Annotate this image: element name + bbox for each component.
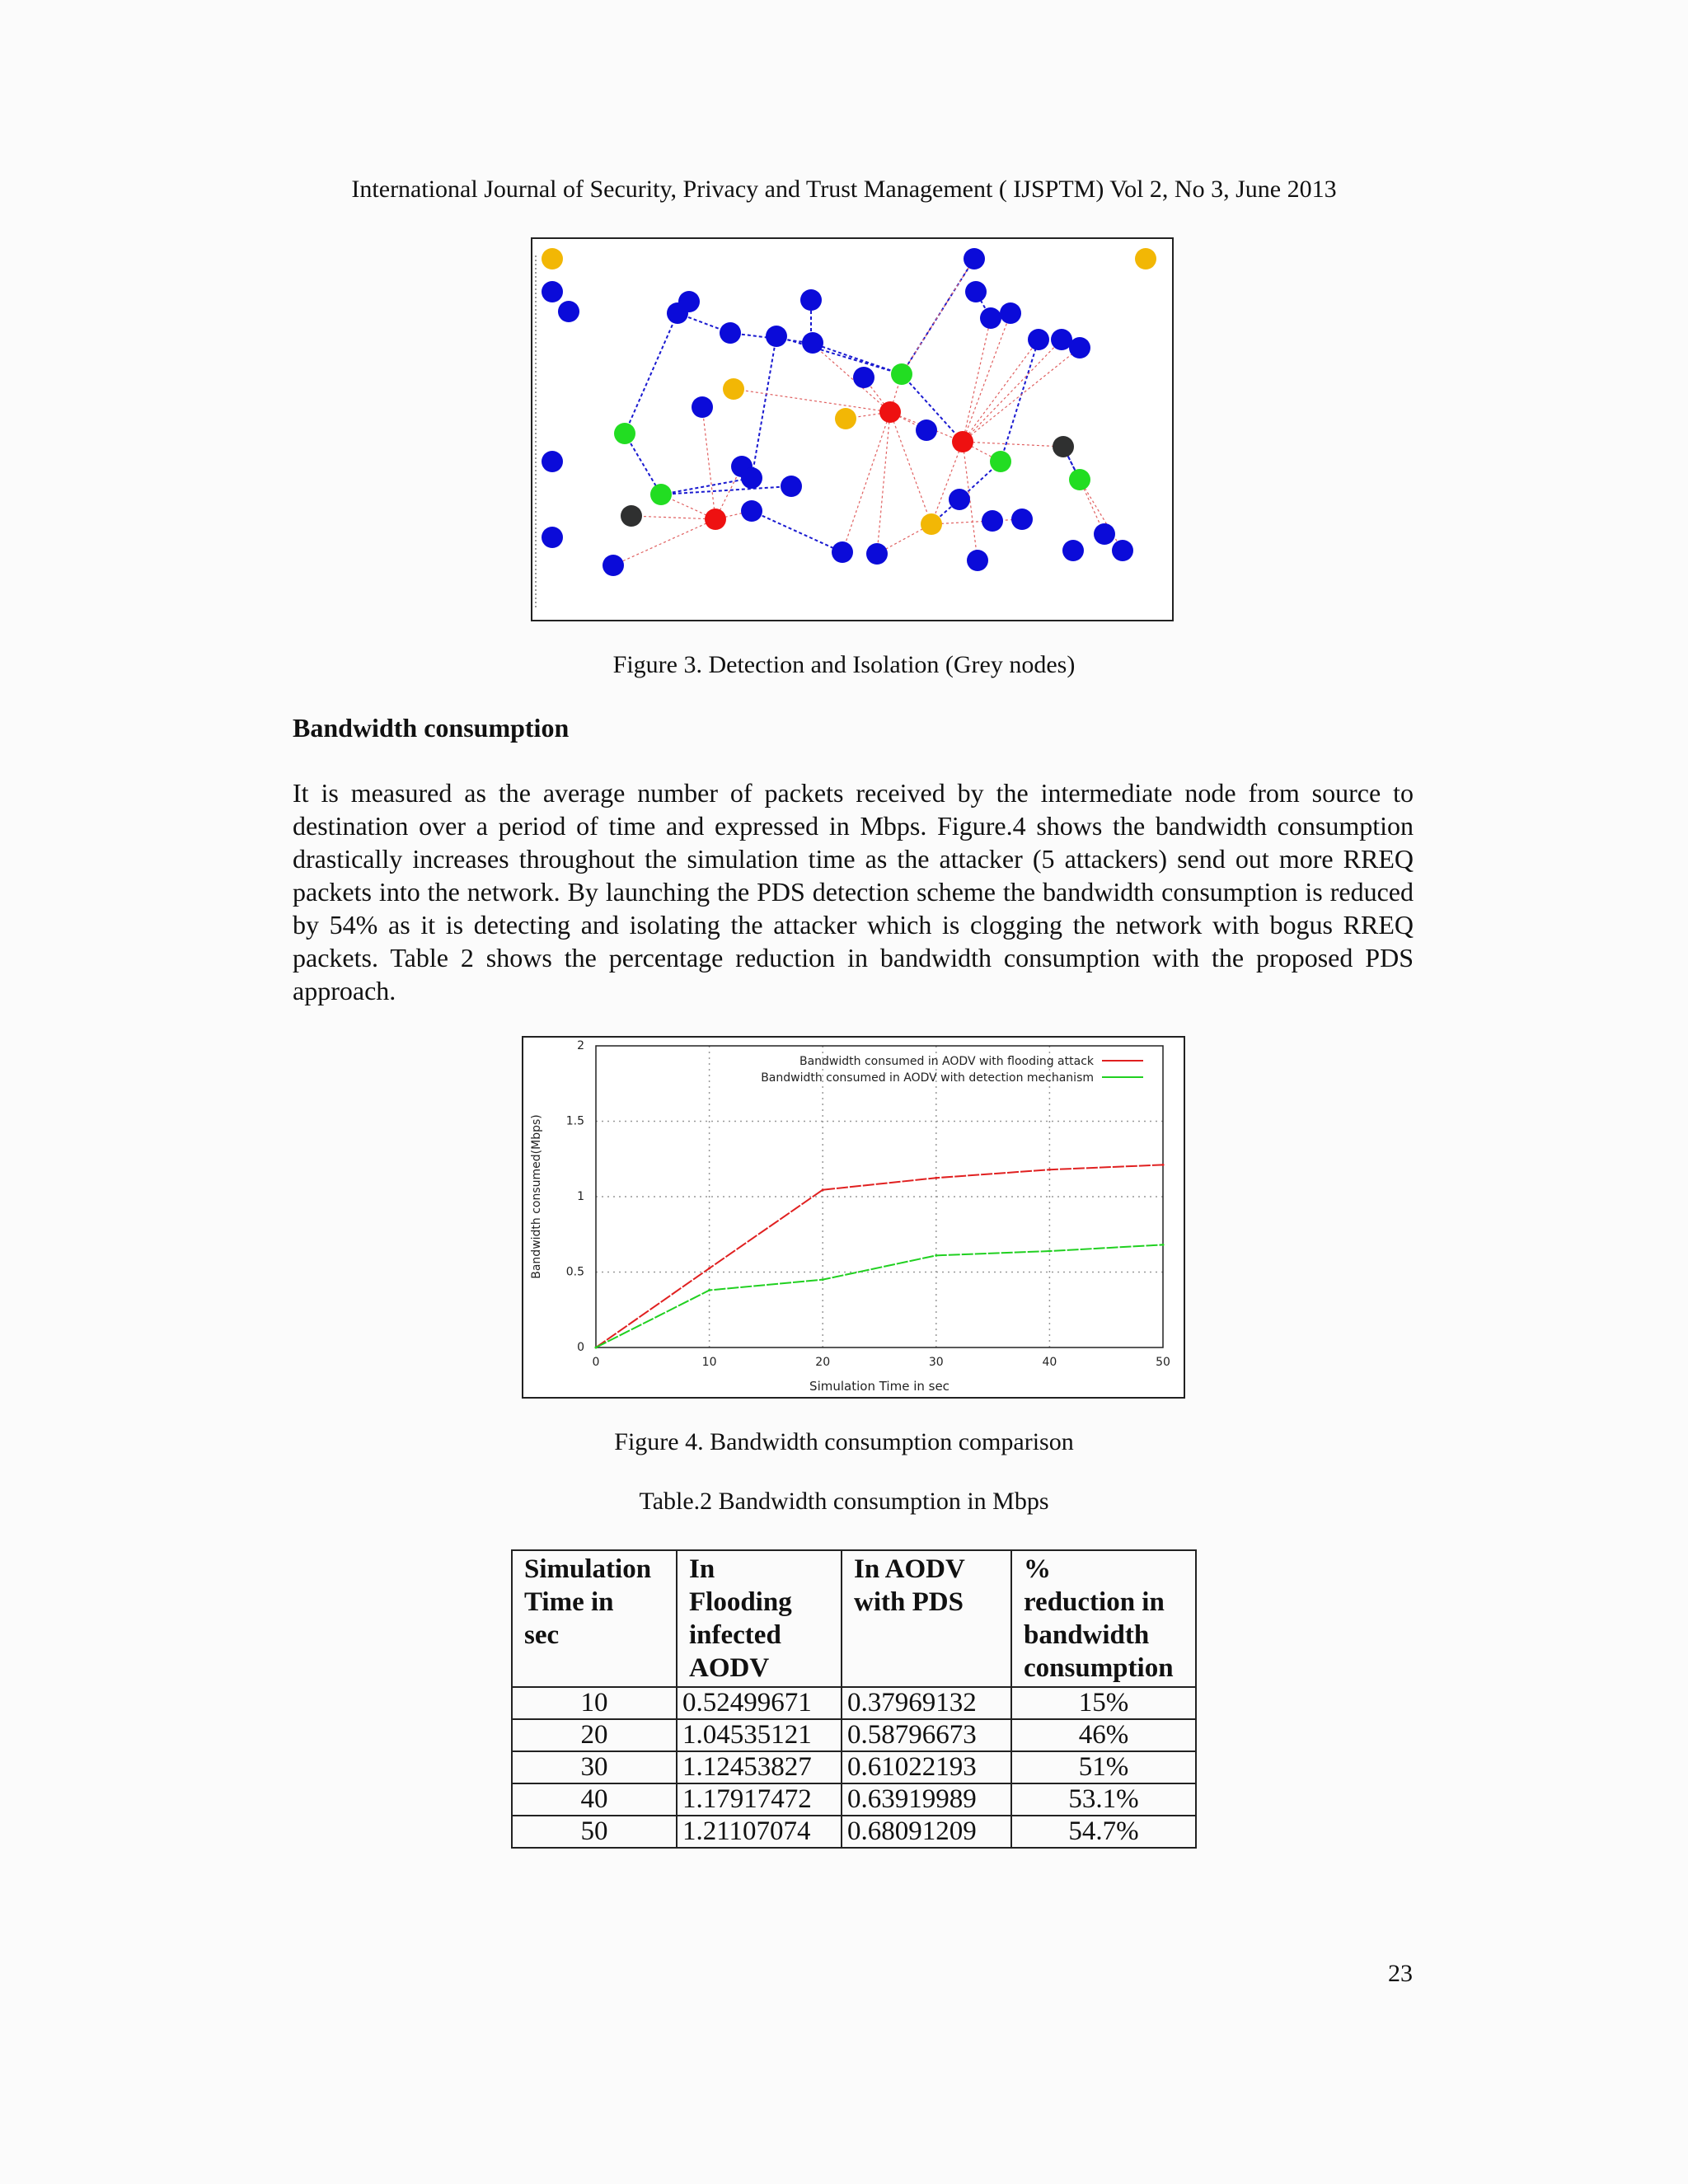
network-node — [1094, 523, 1115, 545]
network-node — [1062, 540, 1084, 561]
network-node — [980, 307, 1001, 329]
network-node — [949, 489, 970, 510]
table-cell: 0.52499671 — [677, 1687, 842, 1719]
x-tick-label: 10 — [701, 1356, 717, 1369]
section-heading: Bandwidth consumption — [293, 713, 570, 743]
x-tick-label: 20 — [815, 1356, 831, 1369]
header-line: Time in — [524, 1587, 614, 1617]
bandwidth-chart-svg — [523, 1038, 1184, 1397]
link-red — [931, 442, 963, 524]
table-row — [512, 1783, 1196, 1816]
network-graph-svg — [532, 239, 1172, 620]
network-node — [967, 550, 988, 571]
table-row — [512, 1751, 1196, 1783]
header-line: Flooding — [689, 1587, 792, 1617]
header-line: AODV — [689, 1653, 770, 1683]
link-red — [931, 519, 1022, 524]
header-line: In — [689, 1554, 715, 1584]
data-point — [1048, 1169, 1051, 1171]
series-line-1 — [596, 1244, 1163, 1347]
figure-3-caption: Figure 3. Detection and Isolation (Grey nodes) — [612, 651, 1076, 678]
y-tick-label: 2 — [577, 1039, 584, 1052]
header-line: reduction in — [1024, 1587, 1165, 1617]
network-node — [1135, 248, 1156, 269]
data-point — [1048, 1250, 1051, 1253]
data-point — [935, 1177, 937, 1179]
network-node — [720, 322, 741, 344]
x-tick-label: 40 — [1042, 1356, 1057, 1369]
y-tick-label: 1 — [577, 1190, 584, 1203]
header-line: sec — [524, 1620, 560, 1650]
link-red — [902, 259, 974, 374]
table-cell: 0.37969132 — [842, 1687, 1011, 1719]
data-point — [708, 1289, 710, 1291]
link-blue — [661, 478, 752, 494]
network-node — [1028, 329, 1049, 350]
table-cell: 10 — [512, 1687, 677, 1719]
network-node — [964, 248, 985, 269]
table-cell: 53.1% — [1011, 1783, 1196, 1816]
header-line: In AODV — [854, 1554, 965, 1584]
x-tick-label: 30 — [928, 1356, 944, 1369]
link-red — [734, 389, 890, 412]
network-node — [741, 467, 762, 489]
table-header-cell — [677, 1550, 842, 1687]
table-cell: 1.12453827 — [677, 1751, 842, 1783]
table-cell: 1.21107074 — [677, 1816, 842, 1848]
y-tick-label: 1.5 — [565, 1114, 584, 1128]
header-line: infected — [689, 1620, 781, 1650]
figure-4-chart — [522, 1036, 1185, 1399]
link-red — [631, 516, 715, 519]
network-node — [965, 281, 987, 302]
link-blue — [776, 336, 902, 374]
data-point — [595, 1347, 598, 1349]
table-cell: 30 — [512, 1751, 677, 1783]
y-tick-label: 0 — [577, 1341, 584, 1354]
network-node — [603, 555, 624, 576]
table-cell: 51% — [1011, 1751, 1196, 1783]
network-node — [800, 289, 822, 311]
network-node — [542, 451, 563, 472]
x-tick-label: 50 — [1156, 1356, 1170, 1369]
table-caption: Table.2 Bandwidth consumption in Mbps — [639, 1488, 1049, 1515]
table-header-cell — [1011, 1550, 1196, 1687]
network-node — [802, 332, 823, 354]
table-cell: 54.7% — [1011, 1816, 1196, 1848]
network-node — [990, 451, 1011, 472]
table-row — [512, 1687, 1196, 1719]
x-tick-label: 0 — [592, 1356, 600, 1369]
data-point — [708, 1267, 710, 1269]
link-blue — [625, 313, 678, 434]
network-node — [621, 505, 642, 527]
link-red — [811, 343, 890, 412]
network-node — [1069, 469, 1090, 490]
link-red — [877, 412, 890, 554]
x-axis-label: Simulation Time in sec — [809, 1379, 950, 1394]
network-node — [1000, 302, 1021, 324]
network-node — [741, 500, 762, 522]
network-node — [982, 510, 1003, 532]
link-blue — [752, 336, 776, 478]
network-node — [853, 367, 874, 388]
header-line: with PDS — [854, 1587, 964, 1617]
network-node — [614, 423, 635, 444]
link-blue — [1001, 340, 1039, 462]
legend-label: Bandwidth consumed in AODV with detection mechanism — [761, 1071, 1094, 1085]
table-header-cell — [842, 1550, 1011, 1687]
link-red — [702, 407, 715, 519]
network-node — [542, 281, 563, 302]
data-point — [1162, 1244, 1165, 1246]
table-cell: 15% — [1011, 1687, 1196, 1719]
network-node — [705, 509, 726, 530]
network-node — [832, 541, 853, 563]
body-paragraph: It is measured as the average number of packets received by the intermediate node from source to destination over a period of time and expressed in Mbps. Figure.4 shows the bandwidth consumption drastically increases throughout the simulation time as the attacker (5 attackers) send out more RREQ packets into the network. By launching the PDS detection scheme the bandwidth consumption is reduced by 54% as it is detecting and isolating the attacker which is clogging the network with bogus RREQ packets. Table 2 shows the percentage reduction in bandwidth consumption with the proposed PDS approach. — [293, 778, 1414, 1005]
data-point — [822, 1278, 824, 1281]
table-cell: 1.04535121 — [677, 1719, 842, 1751]
table-cell: 50 — [512, 1816, 677, 1848]
network-node — [866, 543, 888, 565]
table-cell: 0.68091209 — [842, 1816, 1011, 1848]
header-line: Simulation — [524, 1554, 652, 1584]
network-node — [835, 408, 856, 429]
network-node — [1112, 540, 1133, 561]
figure-4-caption: Figure 4. Bandwidth consumption comparison — [614, 1428, 1074, 1455]
table-row — [512, 1816, 1196, 1848]
network-node — [692, 396, 713, 418]
network-node — [879, 401, 901, 423]
y-tick-label: 0.5 — [565, 1265, 584, 1279]
network-node — [558, 301, 579, 322]
link-red — [963, 442, 1063, 447]
network-node — [650, 484, 672, 505]
network-node — [891, 363, 912, 385]
y-axis-label: Bandwidth consumed(Mbps) — [530, 1114, 543, 1279]
link-red — [842, 412, 890, 552]
table-row — [512, 1719, 1196, 1751]
network-node — [916, 419, 937, 441]
data-point — [822, 1188, 824, 1191]
data-point — [935, 1254, 937, 1257]
network-node — [542, 527, 563, 548]
table-cell: 46% — [1011, 1719, 1196, 1751]
network-node — [1069, 337, 1090, 359]
link-red — [963, 340, 1039, 442]
header-line: consumption — [1024, 1653, 1174, 1683]
table-cell: 0.61022193 — [842, 1751, 1011, 1783]
data-point — [1162, 1164, 1165, 1166]
table-cell: 0.63919989 — [842, 1783, 1011, 1816]
legend-label: Bandwidth consumed in AODV with flooding attack — [799, 1055, 1094, 1068]
table-cell: 20 — [512, 1719, 677, 1751]
page-number: 23 — [1388, 1960, 1413, 1987]
bandwidth-table — [511, 1549, 1197, 1849]
table-header-cell — [512, 1550, 677, 1687]
header-line: % — [1024, 1554, 1051, 1584]
running-header: International Journal of Security, Privacy and Trust Management ( IJSPTM) Vol 2, No 3, June 2013 — [351, 176, 1337, 203]
header-line: bandwidth — [1024, 1620, 1150, 1650]
network-node — [1053, 436, 1074, 457]
network-node — [542, 248, 563, 269]
network-node — [766, 326, 787, 347]
network-node — [781, 476, 802, 497]
table-cell: 1.17917472 — [677, 1783, 842, 1816]
table-header-row — [512, 1550, 1196, 1687]
table-cell: 0.58796673 — [842, 1719, 1011, 1751]
network-node — [723, 378, 744, 400]
network-node — [1011, 509, 1033, 530]
network-node — [921, 513, 942, 535]
series-line-0 — [596, 1165, 1163, 1347]
table-cell: 40 — [512, 1783, 677, 1816]
link-blue — [752, 511, 842, 552]
network-node — [952, 431, 973, 452]
network-node — [678, 291, 700, 312]
figure-3-network-topology — [531, 237, 1174, 621]
